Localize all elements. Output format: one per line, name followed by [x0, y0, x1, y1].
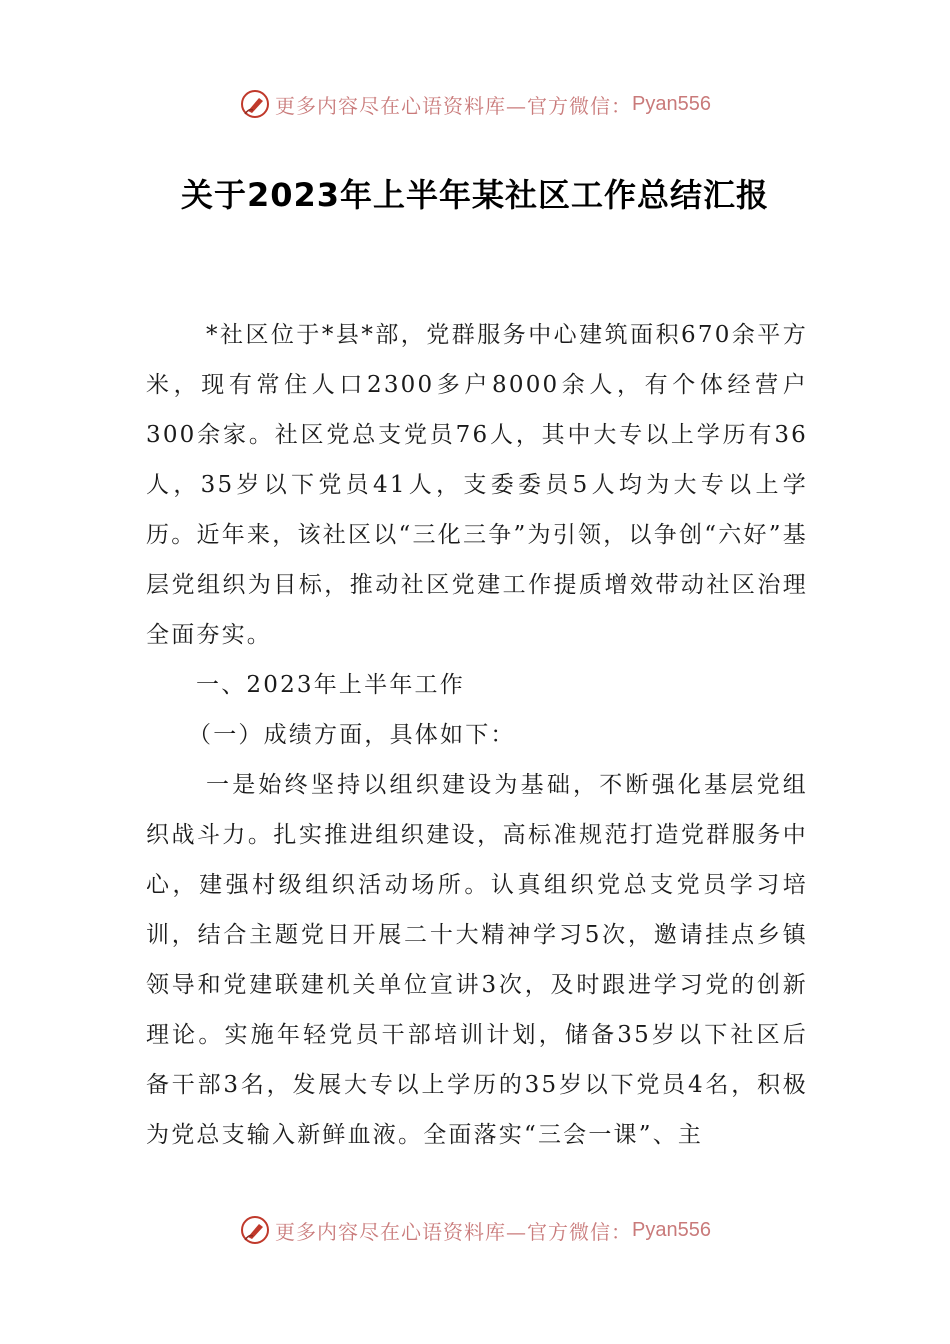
watermark-banner-bottom — [0, 1210, 950, 1250]
watermark-brand-text: 更多内容尽在心语资料库—官方微信： — [275, 1219, 633, 1244]
section-heading: 一、2023年上半年工作 — [196, 672, 465, 698]
subsection-heading: （一）成绩方面，具体如下： — [188, 722, 516, 748]
pen-nib-logo-icon — [239, 88, 271, 120]
point-paragraph: 一是始终坚持以组织建设为基础，不断强化基层党组织战斗力。扎实推进组织建设，高标准规范打造党群服务中心，建强村级组织活动场所。认真组织党总支党员学习培训，结合主题党日开展二十大精神学习5次，邀请挂点乡镇领导和党建联建机关单位宣讲3次，及时跟进学习党的创新理论。实施年轻党员干部培训计划，储备35岁以下社区后备干部3名，发展大专以上学历的35岁以下党员4名，积极为党总支输入新鲜血液。全面落实“三会一课”、主 — [146, 772, 808, 1148]
document-title: 关于2023年上半年某社区工作总结汇报 — [180, 176, 770, 214]
watermark-brand-text: 更多内容尽在心语资料库—官方微信： — [275, 93, 633, 118]
watermark-banner-top — [0, 84, 950, 124]
document-body — [146, 310, 808, 1160]
pen-nib-logo-icon — [239, 1214, 271, 1246]
watermark-contact: Pyan556 — [632, 1218, 711, 1241]
watermark-contact: Pyan556 — [632, 92, 711, 115]
intro-paragraph: *社区位于*县*部，党群服务中心建筑面积670余平方米，现有常住人口2300多户8000余人，有个体经营户300余家。社区党总支党员76人，其中大专以上学历有36人，35岁以下党员41人，支委委员5人均为大专以上学历。近年来，该社区以“三化三争”为引领，以争创“六好”基层党组织为目标，推动社区党建工作提质增效带动社区治理全面夯实。 — [146, 322, 808, 648]
